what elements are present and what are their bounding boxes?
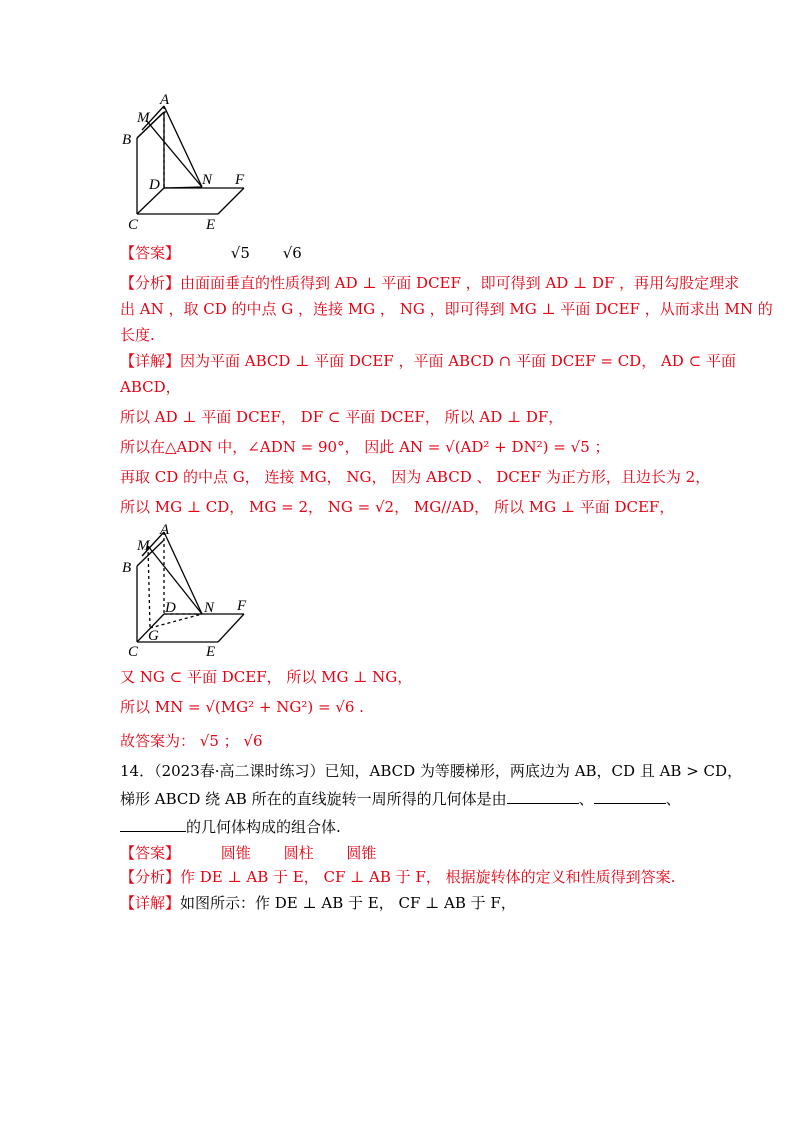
answer-14-tag: 【答案】 (120, 844, 181, 862)
label-B: B (122, 132, 132, 148)
label-G: G (148, 628, 159, 644)
detail-1-line-3: 所以 AD ⊥ 平面 DCEF， DF ⊂ 平面 DCEF， 所以 AD ⊥ DF， (120, 408, 564, 426)
detail-1-line-9: 故答案为： √5 ； √6 (120, 732, 263, 750)
analysis-14 (120, 867, 675, 887)
detail-1-line-1 (120, 351, 736, 371)
label-E: E (206, 217, 216, 233)
detail-14-tag: 【详解】 (120, 894, 181, 912)
detail-1-line-6: 所以 MG ⊥ CD， MG = 2， NG = √2， MG//AD， 所以 MG ⊥ 平面 DCEF， (120, 498, 675, 516)
separator-2: 、 (665, 790, 681, 808)
label-M: M (137, 110, 150, 126)
answer-tag: 【答案】 (120, 244, 181, 262)
answer-blank-3[interactable] (120, 831, 186, 832)
analysis-tag: 【分析】 (120, 274, 181, 292)
answer-14-value-1: 圆锥 (220, 844, 251, 862)
label-E: E (206, 644, 216, 660)
detail-14 (120, 893, 516, 913)
detail-1-line-8: 所以 MN = √(MG² + NG²) = √6 . (120, 698, 364, 716)
answer-14-value-2: 圆柱 (283, 844, 314, 862)
label-C: C (128, 217, 139, 233)
analysis-1-line-3: 长度. (120, 326, 155, 344)
analysis-1-line-1 (120, 273, 739, 293)
question-14-line-1: 14．（2023春·高二课时练习）已知，ABCD 为等腰梯形，两底边为 AB，CD 且 AB > CD， (120, 762, 743, 780)
figure-2-solid (118, 522, 278, 660)
detail-1-line-2: ABCD， (120, 378, 181, 396)
label-M: M (137, 538, 150, 554)
answer-14 (120, 843, 376, 863)
label-N: N (202, 172, 213, 188)
question-14-text-2: 梯形 ABCD 绕 AB 所在的直线旋转一周所得的几何体是由 (120, 790, 507, 808)
separator-1: 、 (578, 790, 594, 808)
detail-1-line-5: 再取 CD 的中点 G， 连接 MG， NG， 因为 ABCD 、 DCEF 为正方形，且边长为 2， (120, 468, 711, 486)
analysis-14-tag: 【分析】 (120, 868, 181, 886)
detail-text-1: 因为平面 ABCD ⊥ 平面 DCEF ，平面 ABCD ∩ 平面 DCEF = CD， AD ⊂ 平面 (180, 352, 736, 370)
question-14-line-2 (120, 789, 681, 809)
detail-14-text: 如图所示：作 DE ⊥ AB 于 E， CF ⊥ AB 于 F， (180, 894, 516, 912)
answer-14-value-3: 圆锥 (346, 844, 377, 862)
answer-blank-2[interactable] (594, 803, 666, 804)
figure-1-solid (118, 92, 278, 234)
label-D: D (165, 600, 176, 616)
label-A: A (160, 92, 170, 108)
detail-tag: 【详解】 (120, 352, 181, 370)
answer-1 (120, 243, 302, 263)
label-D: D (149, 177, 160, 193)
label-B: B (122, 560, 132, 576)
question-14-line-3 (120, 817, 341, 837)
question-14-text-3: 的几何体构成的组合体. (186, 818, 341, 836)
detail-1-line-4: 所以在△ADN 中，∠ADN = 90°， 因此 AN = √(AD² + DN²) = √5 ； (120, 438, 610, 456)
label-C: C (128, 644, 139, 660)
answer-value-2: √6 (282, 244, 302, 262)
label-F: F (235, 172, 245, 188)
label-A: A (160, 522, 170, 538)
answer-value-1: √5 (230, 244, 250, 262)
analysis-1-line-2: 出 AN ，取 CD 的中点 G ，连接 MG ， NG ，即可得到 MG ⊥ 平面 DCEF ，从而求出 MN 的 (120, 300, 773, 318)
detail-1-line-7: 又 NG ⊂ 平面 DCEF， 所以 MG ⊥ NG， (120, 668, 413, 686)
label-F: F (237, 598, 247, 614)
answer-blank-1[interactable] (507, 803, 579, 804)
analysis-text-1: 由面面垂直的性质得到 AD ⊥ 平面 DCEF ，即可得到 AD ⊥ DF ，再用勾股定理求 (180, 274, 740, 292)
analysis-14-text: 作 DE ⊥ AB 于 E， CF ⊥ AB 于 F， 根据旋转体的定义和性质得到答案. (180, 868, 676, 886)
label-N: N (204, 600, 215, 616)
